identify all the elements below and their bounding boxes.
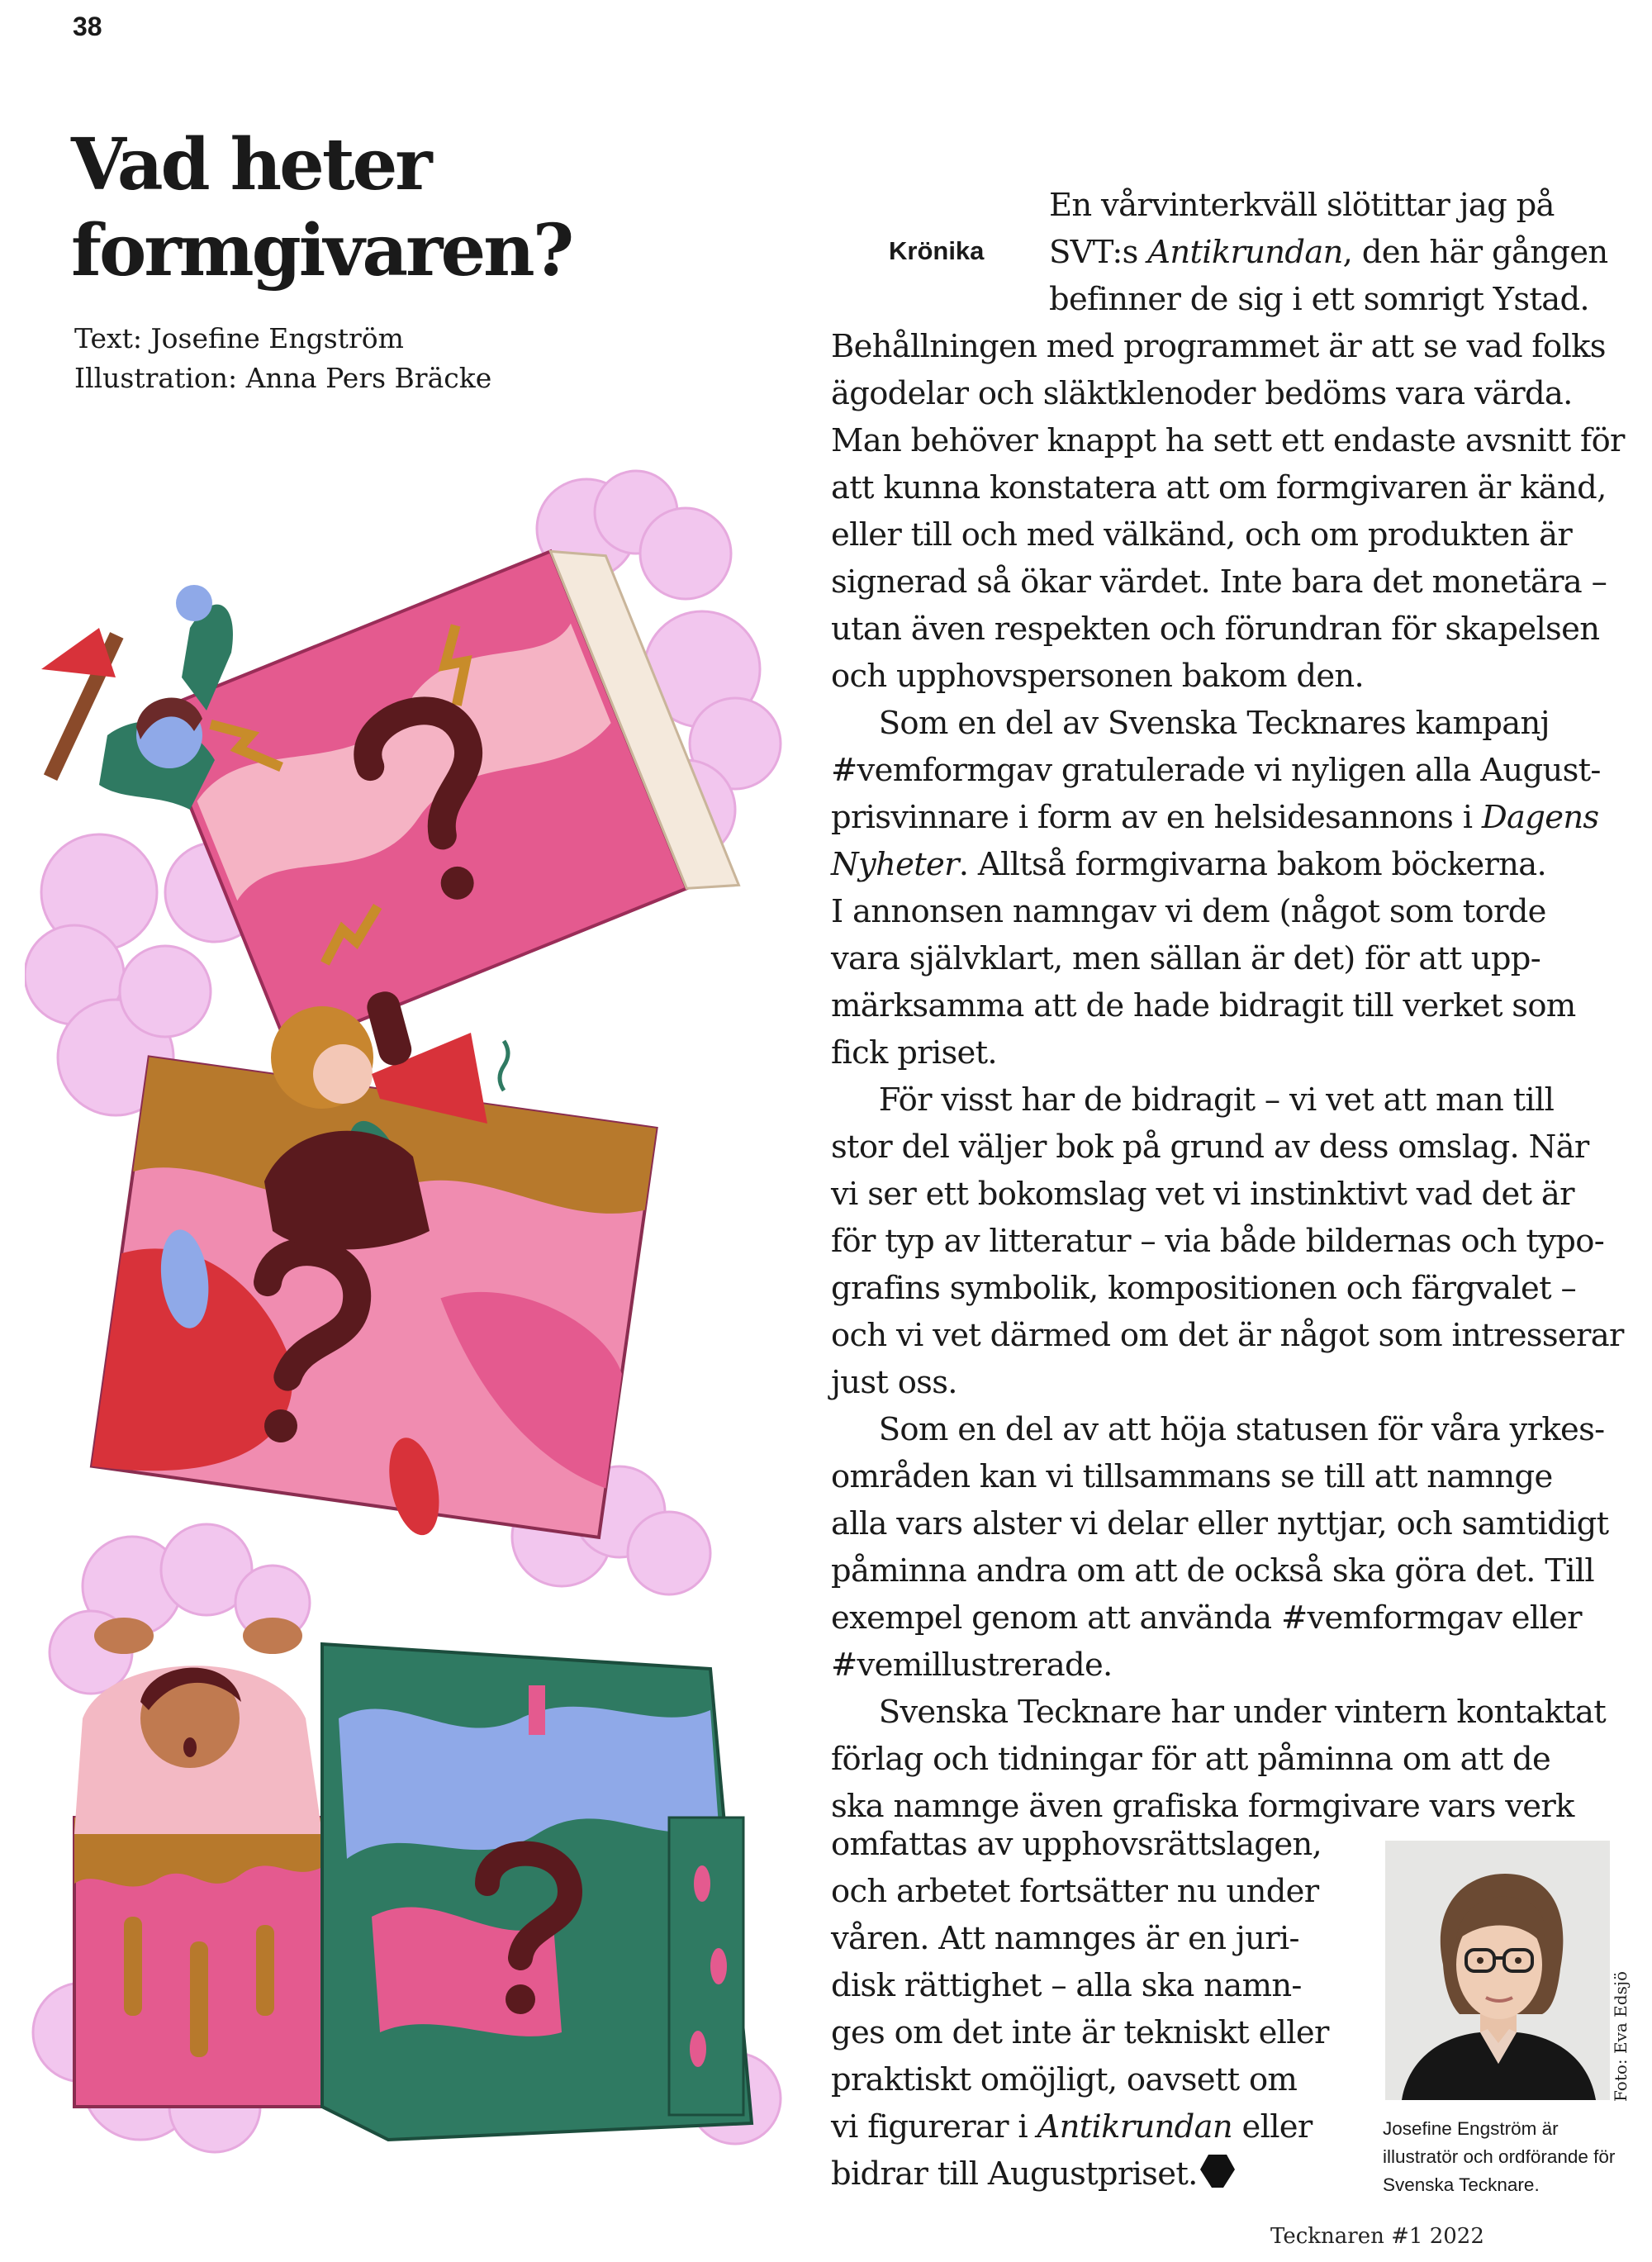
character-in-box xyxy=(74,1618,322,1834)
byline-illustrator: Illustration: Anna Pers Bräcke xyxy=(74,362,492,394)
text-line: I annonsen namngav vi dem (något som torde xyxy=(831,893,1546,930)
text-line: fick priset. xyxy=(831,1034,997,1072)
text-line: eller till och med välkänd, och om produkten är xyxy=(831,516,1573,554)
text-line: omfattas av upphovsrättslagen, xyxy=(831,1826,1322,1863)
text-line: vi figurerar i Antikrundan eller xyxy=(831,2108,1313,2146)
portrait-caption: Josefine Engström är illustratör och ordförande för Svenska Tecknare. xyxy=(1383,2118,1616,2195)
text-line: Nyheter. Alltså formgivarna bakom böckerna. xyxy=(831,846,1547,883)
text-line: områden kan vi tillsammans se till att namnge xyxy=(831,1458,1553,1495)
footer-issue: Tecknaren #1 2022 xyxy=(1270,2224,1484,2249)
headline-line-1: Vad heter xyxy=(71,123,430,207)
text-line: För visst har de bidragit – vi vet att man till xyxy=(831,1081,1555,1119)
text-line: utan även respekten och förundran för skapelsen xyxy=(831,611,1600,648)
byline xyxy=(74,319,491,398)
text-line: ska namnge även grafiska formgivare vars verk xyxy=(831,1788,1574,1825)
text-line: alla vars alster vi delar eller nyttjar, och samtidigt xyxy=(831,1505,1609,1542)
text-line: våren. Att namnges är en juri- xyxy=(831,1920,1299,1957)
text-line: En vårvinterkväll slötittar jag på xyxy=(1049,187,1555,224)
text-line: och arbetet fortsätter nu under xyxy=(831,1873,1319,1910)
text-line: påminna andra om att de också ska göra det. Till xyxy=(831,1552,1595,1590)
section-label: Krönika xyxy=(889,236,985,265)
text-line: Som en del av Svenska Tecknares kampanj xyxy=(831,705,1550,742)
text-line: SVT:s Antikrundan, den här gången xyxy=(1049,234,1608,271)
page-number: 38 xyxy=(73,12,102,41)
body-text xyxy=(831,323,1625,1830)
end-mark-icon xyxy=(1199,2153,1236,2189)
text-line: #vemillustrerade. xyxy=(831,1647,1113,1684)
text-line: befinner de sig i ett somrigt Ystad. xyxy=(1049,281,1589,318)
text-line: förlag och tidningar för att påminna om att de xyxy=(831,1741,1551,1778)
byline-author: Text: Josefine Engström xyxy=(74,322,404,354)
text-line: och upphovspersonen bakom den. xyxy=(831,658,1365,695)
text-line: signerad så ökar värdet. Inte bara det monetära – xyxy=(831,563,1607,601)
photo-credit-text: Foto: Eva Edsjö xyxy=(1611,1970,1631,2102)
headline-line-2: formgivaren? xyxy=(71,209,572,292)
text-line: vi ser ett bokomslag vet vi instinktivt vad det är xyxy=(831,1176,1574,1213)
character-hammer xyxy=(41,585,233,810)
text-line: exempel genom att använda #vemformgav eller xyxy=(831,1599,1582,1637)
text-line: märksamma att de hade bidragit till verket som xyxy=(831,987,1576,1024)
body-text-wrapped xyxy=(831,1821,1329,2198)
intro-text xyxy=(1049,182,1607,323)
article-illustration xyxy=(25,463,793,2173)
middle-book xyxy=(88,1057,657,1566)
text-line: vara självklart, men sällan är det) för att upp- xyxy=(831,940,1541,977)
bottom-box-pink xyxy=(74,1818,322,2107)
text-line: att kunna konstatera att om formgivaren är känd, xyxy=(831,469,1607,506)
text-line: ägodelar och släktklenoder bedöms vara värda. xyxy=(831,375,1573,412)
text-line: disk rättighet – alla ska namn- xyxy=(831,1967,1302,2004)
text-line: grafins symbolik, kompositionen och färgvalet – xyxy=(831,1270,1577,1307)
top-book xyxy=(152,533,738,1065)
text-line: Behållningen med programmet är att se vad folks xyxy=(831,328,1606,365)
text-line: ges om det inte är tekniskt eller xyxy=(831,2014,1329,2051)
text-line: Som en del av att höja statusen för våra yrkes- xyxy=(831,1411,1605,1448)
text-line: just oss. xyxy=(831,1364,957,1401)
text-line: praktiskt omöjligt, oavsett om xyxy=(831,2061,1298,2098)
photo-credit xyxy=(1611,1854,1635,2102)
text-line: bidrar till Augustpriset. xyxy=(831,2155,1198,2193)
author-portrait xyxy=(1385,1841,1610,2100)
text-line: för typ av litteratur – via både bildernas och typo- xyxy=(831,1223,1605,1260)
text-line: prisvinnare i form av en helsidesannons i Dagens xyxy=(831,799,1599,836)
text-line: Svenska Tecknare har under vintern kontaktat xyxy=(831,1694,1606,1731)
text-line: #vemformgav gratulerade vi nyligen alla August- xyxy=(831,752,1601,789)
text-line: och vi vet därmed om det är något som intresserar xyxy=(831,1317,1624,1354)
text-line: Man behöver knappt ha sett ett endaste avsnitt för xyxy=(831,422,1625,459)
article-headline xyxy=(71,122,732,294)
bottom-box-green xyxy=(322,1644,752,2140)
text-line: stor del väljer bok på grund av dess omslag. När xyxy=(831,1129,1589,1166)
